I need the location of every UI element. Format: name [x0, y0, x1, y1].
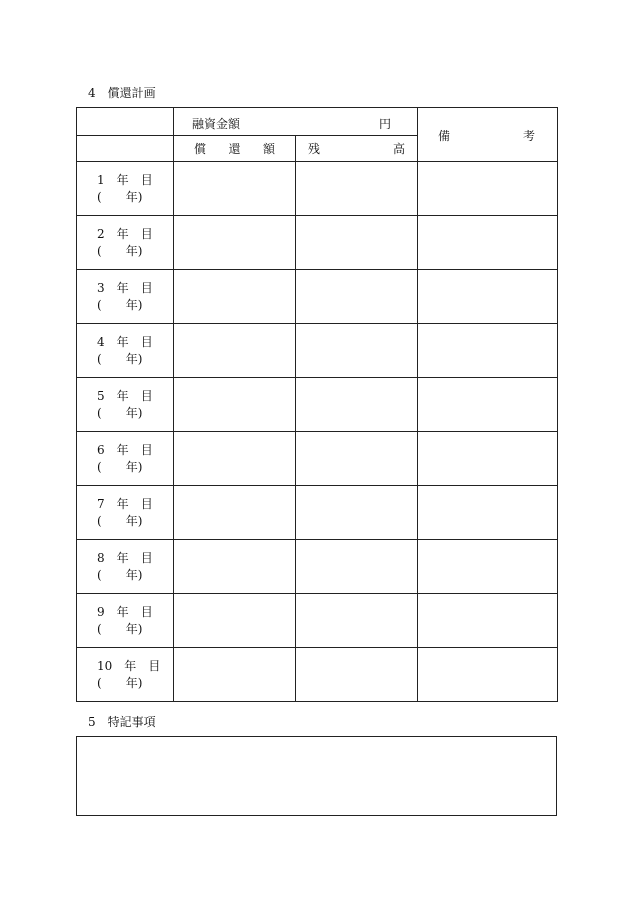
- paren-open: (: [97, 459, 102, 474]
- repayment-amount-cell[interactable]: [174, 216, 296, 270]
- year-label-cell: [77, 540, 174, 594]
- repayment-amount-char-3: 額: [262, 142, 275, 156]
- paren-close: 年): [125, 405, 143, 420]
- year-suffix: 目: [140, 334, 153, 349]
- remarks-cell[interactable]: [418, 540, 558, 594]
- remarks-cell[interactable]: [418, 378, 558, 432]
- repayment-amount-cell[interactable]: [174, 432, 296, 486]
- balance-cell[interactable]: [296, 378, 418, 432]
- year-label-cell: [77, 432, 174, 486]
- year-suffix: 目: [140, 604, 153, 619]
- year-number: 9: [97, 604, 105, 619]
- table-row: [77, 216, 558, 270]
- paren-open: (: [97, 297, 102, 312]
- paren-close: 年): [125, 567, 143, 582]
- year-number: 8: [97, 550, 105, 565]
- table-row: [77, 162, 558, 216]
- balance-cell[interactable]: [296, 648, 418, 702]
- year-label-cell: [77, 378, 174, 432]
- balance-cell[interactable]: [296, 162, 418, 216]
- year-suffix: 目: [140, 280, 153, 295]
- year-unit: 年: [116, 226, 129, 241]
- year-number: 6: [97, 442, 105, 457]
- paren-open: (: [97, 513, 102, 528]
- year-label-cell: [77, 162, 174, 216]
- year-label-cell: [77, 216, 174, 270]
- paren-close: 年): [125, 243, 143, 258]
- balance-header: [296, 136, 418, 162]
- year-suffix: 目: [140, 226, 153, 241]
- remarks-header-cell: [418, 108, 558, 162]
- header-blank-cell: [77, 108, 174, 136]
- paren-close: 年): [125, 351, 143, 366]
- section-4-title: 償還計画: [107, 86, 156, 100]
- table-row: [77, 270, 558, 324]
- paren-close: 年): [125, 513, 143, 528]
- year-number: 5: [97, 388, 105, 403]
- year-label-cell: [77, 594, 174, 648]
- repayment-amount-cell[interactable]: [174, 594, 296, 648]
- year-number: 7: [97, 496, 105, 511]
- year-suffix: 目: [140, 442, 153, 457]
- year-number: 1: [97, 172, 105, 187]
- repayment-amount-cell[interactable]: [174, 648, 296, 702]
- balance-cell[interactable]: [296, 594, 418, 648]
- year-number: 3: [97, 280, 105, 295]
- section-4-heading: [88, 84, 156, 101]
- balance-char-1: 残: [308, 142, 321, 156]
- paren-close: 年): [125, 189, 143, 204]
- section-4-number: 4: [88, 86, 96, 100]
- balance-cell[interactable]: [296, 270, 418, 324]
- section-5-number: 5: [88, 715, 96, 729]
- remarks-cell[interactable]: [418, 486, 558, 540]
- table-row: [77, 486, 558, 540]
- remarks-label-1: 備: [438, 129, 451, 143]
- paren-close: 年): [125, 621, 143, 636]
- year-suffix: 目: [140, 496, 153, 511]
- paren-open: (: [97, 189, 102, 204]
- year-suffix: 目: [148, 658, 161, 673]
- section-5-heading: [88, 713, 156, 730]
- loan-amount-label: 融資金額: [192, 117, 241, 131]
- table-row: [77, 378, 558, 432]
- balance-cell[interactable]: [296, 216, 418, 270]
- year-label-cell: [77, 270, 174, 324]
- header-blank-cell-2: [77, 136, 174, 162]
- year-unit: 年: [116, 550, 129, 565]
- repayment-amount-cell[interactable]: [174, 270, 296, 324]
- balance-cell[interactable]: [296, 486, 418, 540]
- year-unit: 年: [116, 334, 129, 349]
- remarks-cell[interactable]: [418, 216, 558, 270]
- year-unit: 年: [116, 604, 129, 619]
- year-label-cell: [77, 324, 174, 378]
- year-suffix: 目: [140, 388, 153, 403]
- table-row: [77, 324, 558, 378]
- balance-cell[interactable]: [296, 540, 418, 594]
- repayment-amount-cell[interactable]: [174, 162, 296, 216]
- paren-open: (: [97, 621, 102, 636]
- repayment-amount-cell[interactable]: [174, 324, 296, 378]
- repayment-amount-char-1: 償: [194, 142, 207, 156]
- repayment-amount-char-2: 還: [228, 142, 241, 156]
- repayment-amount-header: [174, 136, 296, 162]
- remarks-cell[interactable]: [418, 432, 558, 486]
- remarks-cell[interactable]: [418, 270, 558, 324]
- balance-cell[interactable]: [296, 432, 418, 486]
- year-unit: 年: [116, 442, 129, 457]
- paren-close: 年): [125, 675, 143, 690]
- year-unit: 年: [116, 172, 129, 187]
- year-number: 2: [97, 226, 105, 241]
- remarks-cell[interactable]: [418, 324, 558, 378]
- table-row: [77, 432, 558, 486]
- year-label-cell: [77, 486, 174, 540]
- year-number: 4: [97, 334, 105, 349]
- year-unit: 年: [116, 496, 129, 511]
- paren-close: 年): [125, 297, 143, 312]
- year-label-cell: [77, 648, 174, 702]
- paren-open: (: [97, 405, 102, 420]
- repayment-plan-table: [76, 107, 558, 702]
- year-suffix: 目: [140, 550, 153, 565]
- remarks-label-2: 考: [522, 129, 535, 143]
- paren-open: (: [97, 675, 102, 690]
- loan-amount-cell[interactable]: [174, 108, 418, 136]
- table-row: [77, 540, 558, 594]
- remarks-cell[interactable]: [418, 648, 558, 702]
- remarks-cell[interactable]: [418, 594, 558, 648]
- paren-close: 年): [125, 459, 143, 474]
- remarks-cell[interactable]: [418, 162, 558, 216]
- table-row: [77, 648, 558, 702]
- table-row: [77, 594, 558, 648]
- paren-open: (: [97, 567, 102, 582]
- loan-amount-unit: 円: [378, 117, 391, 131]
- paren-open: (: [97, 351, 102, 366]
- year-unit: 年: [124, 658, 137, 673]
- paren-open: (: [97, 243, 102, 258]
- year-unit: 年: [116, 388, 129, 403]
- balance-char-2: 高: [392, 142, 405, 156]
- special-notes-box[interactable]: [76, 736, 557, 816]
- section-5-title: 特記事項: [107, 715, 156, 729]
- repayment-amount-cell[interactable]: [174, 486, 296, 540]
- balance-cell[interactable]: [296, 324, 418, 378]
- repayment-amount-cell[interactable]: [174, 540, 296, 594]
- year-number: 10: [97, 658, 113, 673]
- year-suffix: 目: [140, 172, 153, 187]
- header-row-1: [77, 108, 558, 136]
- repayment-amount-cell[interactable]: [174, 378, 296, 432]
- year-unit: 年: [116, 280, 129, 295]
